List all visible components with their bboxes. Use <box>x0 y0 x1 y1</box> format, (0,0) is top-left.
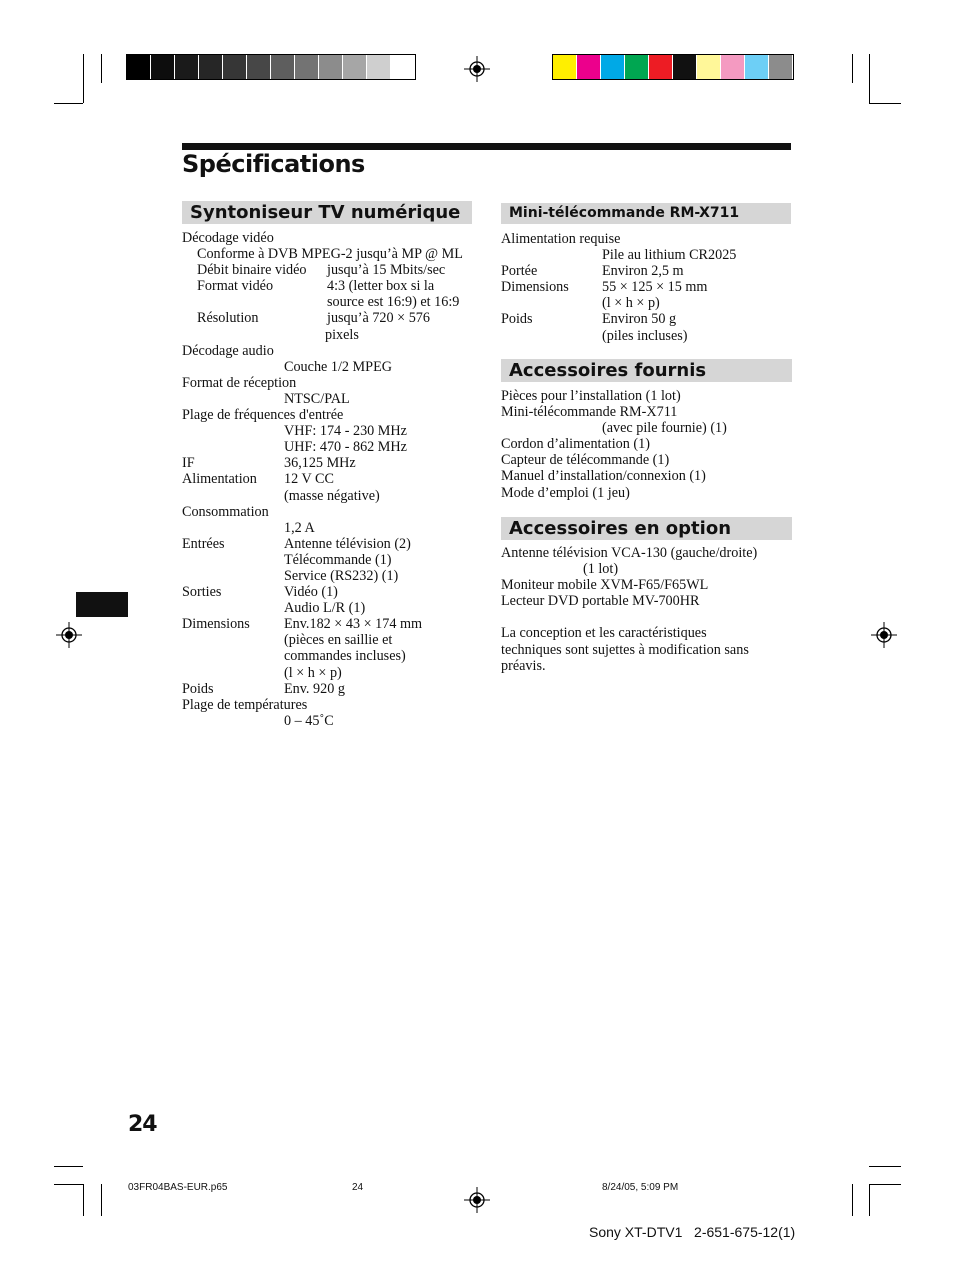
spec-value: UHF: 470 - 862 MHz <box>284 439 407 456</box>
spec-value: Env.182 × 43 × 174 mm <box>284 616 423 633</box>
spec-value: 12 V CC <box>284 471 334 488</box>
registration-mark-icon <box>871 622 897 648</box>
list-item: Cordon d’alimentation (1) <box>501 436 650 453</box>
spec-value: (l × h × p) <box>284 664 342 681</box>
spec-label: Résolution <box>197 310 259 327</box>
spec-label: Sorties <box>182 584 222 601</box>
spec-label: Entrées <box>182 535 225 552</box>
supplied-list <box>501 388 801 501</box>
color-swatch <box>721 55 745 79</box>
model-line: Sony XT-DTV1 2-651-675-12(1) <box>589 1224 796 1240</box>
spec-label: Décodage audio <box>182 342 274 359</box>
list-item: Moniteur mobile XVM-F65/F65WL <box>501 577 709 594</box>
section-heading-optional: Accessoires en option <box>501 517 792 540</box>
spec-label: Dimensions <box>501 279 569 296</box>
spec-value: 36,125 MHz <box>284 455 356 472</box>
color-swatch <box>601 55 625 79</box>
spec-value: VHF: 174 - 230 MHz <box>284 423 407 440</box>
spec-value: (piles incluses) <box>602 327 688 344</box>
color-swatch <box>769 55 793 79</box>
spec-label: Alimentation <box>182 471 257 488</box>
spec-value: Couche 1/2 MPEG <box>284 358 392 375</box>
gray-swatch <box>367 55 391 79</box>
spec-label: Poids <box>501 311 533 328</box>
color-swatch <box>625 55 649 79</box>
list-item: Antenne télévision VCA-130 (gauche/droite) <box>501 545 758 561</box>
section-heading-supplied: Accessoires fournis <box>501 359 792 382</box>
spec-value: Télécommande (1) <box>284 551 392 568</box>
registration-mark-icon <box>464 56 490 82</box>
spec-label: IF <box>182 455 195 472</box>
gray-swatch <box>127 55 151 79</box>
spec-label: Débit binaire vidéo <box>197 262 307 279</box>
note-text: La conception et les caractéristiques <box>501 625 707 642</box>
list-item: Mode d’emploi (1 jeu) <box>501 484 630 501</box>
spec-value: commandes incluses) <box>284 648 406 665</box>
spec-value: Vidéo (1) <box>284 584 338 601</box>
spec-value: jusqu’à 15 Mbits/sec <box>327 262 446 279</box>
spec-value: 1,2 A <box>284 519 315 536</box>
gray-swatch <box>343 55 367 79</box>
spec-label: Format de réception <box>182 374 297 391</box>
color-swatch <box>673 55 697 79</box>
registration-mark-icon <box>464 1187 490 1213</box>
list-item: Mini-télécommande RM-X711 <box>501 404 678 421</box>
gray-swatch <box>223 55 247 79</box>
gray-swatch <box>295 55 319 79</box>
tuner-specs <box>182 230 482 729</box>
color-swatch <box>577 55 601 79</box>
note-text: préavis. <box>501 657 546 674</box>
page-title: Spécifications <box>182 150 365 178</box>
color-swatch <box>649 55 673 79</box>
title-rule <box>182 143 791 150</box>
spec-value: 55 × 125 × 15 mm <box>602 279 708 296</box>
spec-label: Alimentation requise <box>501 231 621 247</box>
grayscale-calibration-bar <box>126 54 416 80</box>
footer-date: 8/24/05, 5:09 PM <box>602 1182 679 1193</box>
spec-value: Env. 920 g <box>284 680 345 697</box>
gray-swatch <box>319 55 343 79</box>
color-swatch <box>553 55 577 79</box>
chapter-tab <box>76 592 128 617</box>
section-heading-remote: Mini-télécommande RM-X711 <box>501 203 791 224</box>
optional-list <box>501 545 801 674</box>
spec-value: (masse négative) <box>284 487 380 504</box>
spec-value: Audio L/R (1) <box>284 600 366 617</box>
spec-value: jusqu’à 720 × 576 <box>327 310 430 327</box>
color-swatch <box>745 55 769 79</box>
footer-page: 24 <box>352 1182 364 1193</box>
list-item: Pièces pour l’installation (1 lot) <box>501 388 681 404</box>
gray-swatch <box>151 55 175 79</box>
spec-value: Antenne télévision (2) <box>284 535 411 552</box>
color-calibration-bar <box>552 54 794 80</box>
color-swatch <box>697 55 721 79</box>
spec-value: Service (RS232) (1) <box>284 567 399 584</box>
registration-mark-icon <box>56 622 82 648</box>
gray-swatch <box>199 55 223 79</box>
note-text: techniques sont sujettes à modification sans <box>501 641 749 658</box>
footer-file: 03FR04BAS-EUR.p65 <box>128 1182 228 1193</box>
list-item: (avec pile fournie) (1) <box>602 420 727 437</box>
spec-label: Format vidéo <box>197 278 274 295</box>
spec-label: Décodage vidéo <box>182 230 274 246</box>
spec-value: source est 16:9) et 16:9 <box>327 294 460 311</box>
gray-swatch <box>247 55 271 79</box>
list-item: Lecteur DVD portable MV-700HR <box>501 593 700 610</box>
spec-value: (l × h × p) <box>602 295 660 312</box>
spec-value: Conforme à DVB MPEG-2 jusqu’à MP @ ML <box>197 246 463 263</box>
list-item: (1 lot) <box>583 561 619 578</box>
spec-value: 4:3 (letter box si la <box>327 278 435 295</box>
spec-value: 0 – 45˚C <box>284 712 334 729</box>
list-item: Manuel d’installation/connexion (1) <box>501 468 706 485</box>
spec-value: NTSC/PAL <box>284 390 350 407</box>
spec-value: (pièces en saillie et <box>284 632 393 649</box>
spec-value: Environ 2,5 m <box>602 263 684 280</box>
gray-swatch <box>175 55 199 79</box>
spec-value: Pile au lithium CR2025 <box>602 247 737 264</box>
section-heading-tuner: Syntoniseur TV numérique <box>182 201 472 224</box>
remote-specs <box>501 231 801 344</box>
spec-label: Consommation <box>182 503 269 520</box>
spec-label: Plage de fréquences d'entrée <box>182 407 344 424</box>
gray-swatch <box>391 55 415 79</box>
spec-label: Poids <box>182 680 214 697</box>
page-number: 24 <box>128 1112 157 1137</box>
gray-swatch <box>271 55 295 79</box>
spec-value: pixels <box>325 326 359 343</box>
spec-label: Plage de températures <box>182 696 308 713</box>
spec-label: Dimensions <box>182 616 250 633</box>
spec-value: Environ 50 g <box>602 311 677 328</box>
spec-label: Portée <box>501 263 538 280</box>
list-item: Capteur de télécommande (1) <box>501 452 670 469</box>
